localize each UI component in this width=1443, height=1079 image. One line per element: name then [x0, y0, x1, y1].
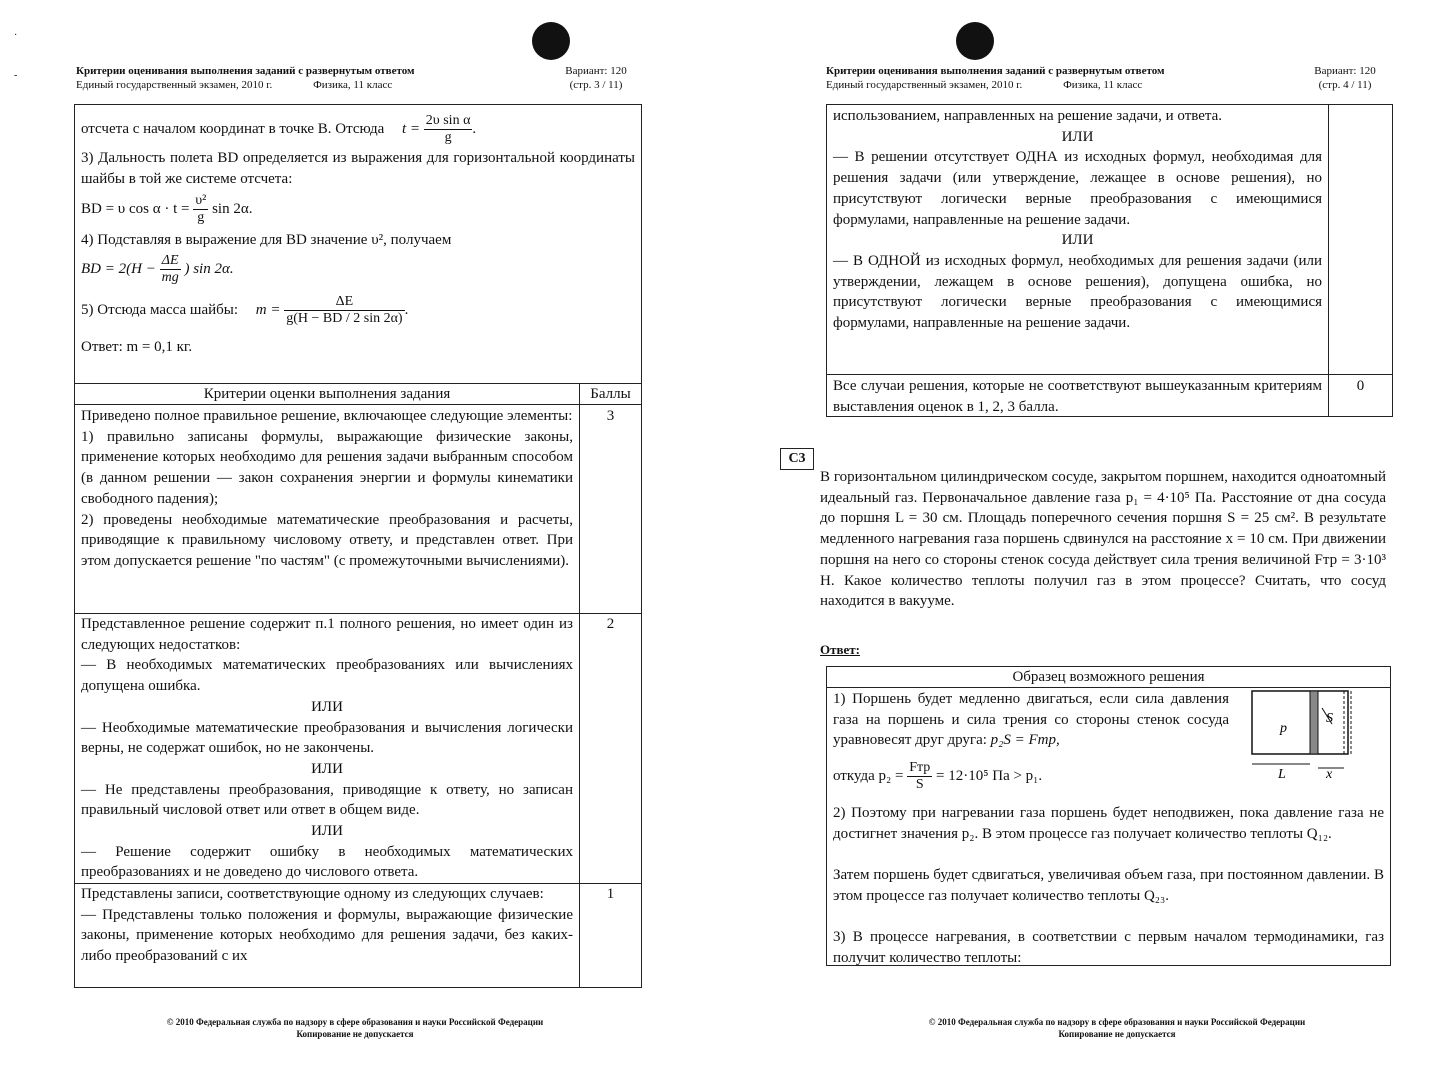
sample-step-1b: откуда p₂ = $\frac{\text{Fтр}}{S}$ = 12·10⁵ Па > p₁.	[833, 760, 1043, 792]
solution-line-3: 4) Подставляя в выражение для BD значение υ², получаем	[81, 232, 452, 249]
solution-line-4: 5) Отсюда масса шайбы: m = $\frac{\Delta E}{g(H - BD / 2 \sin 2\alpha)}$ .	[81, 294, 409, 327]
left-page	[0, 0, 720, 1079]
criteria-row: Представлены записи, соответствующие одному из следующих случаев: — Представлены только положения и формулы, выражающие физические законы, применение которых необходимо для решения задачи, без каких-либо преобразований с их	[81, 886, 573, 965]
sample-step-4: 3) В процессе нагревания, в соответствии с первым началом термодинамики, газ получит количество теплоты:	[833, 929, 1384, 966]
solution-line-1: отсчета с началом координат в точке B. Отсюда t = $\frac{\text{2υ sin α}}{g}$ .	[81, 113, 477, 145]
header-title: Критерии оценивания выполнения заданий с развернутым ответом	[76, 65, 415, 77]
page-footer: © 2010 Федеральная служба по надзору в сфере образования и науки Российской Федерации Копирование не допускается	[166, 1017, 544, 1039]
divider	[826, 374, 1393, 375]
right-page	[722, 0, 1443, 1079]
page-header	[826, 64, 1296, 92]
header-title: Критерии оценивания выполнения заданий с развернутым ответом	[826, 65, 1165, 77]
page-number: (стр. 4 / 11)	[1318, 79, 1372, 91]
punch-hole	[956, 22, 994, 60]
label-p: p	[1280, 721, 1287, 736]
label-S: S	[1326, 711, 1333, 726]
sample-step-1: 1) Поршень будет медленно двигаться, если сила давления газа на поршень и сила трения со стороны стенок сосуда уравновесят друг друга: p₂S = Fтр,	[833, 691, 1229, 749]
fraction: $\frac{\text{υ²}}{g}$	[195, 193, 207, 226]
score-cell: 1	[606, 886, 615, 902]
label-x: x	[1326, 767, 1333, 780]
scan-mark: -	[14, 70, 18, 81]
task-text: В горизонтальном цилиндрическом сосуде, закрытом поршнем, находится одноатомный идеальный газ. Первоначальное давление газа p₁ = 4·10⁵ Па. Расстояние от дна сосуда до поршня L = 30 см. Площадь поперечного сечения поршня S = 25 см². В результате медленного нагревания газа поршень сдвинулся на расстояние x = 10 см. При движении поршня на него со стороны стенок сосуда действует сила трения величиной Fтр = 3·10³ Н. Какое количество теплоты получил газ в этом процессе? Считать, что сосуд находится в вакууме.	[820, 469, 1386, 610]
score-cell: 3	[606, 408, 615, 424]
header-subject: Физика, 11 класс	[1063, 79, 1143, 91]
variant-label: Вариант: 120	[1314, 65, 1376, 77]
answer-label: Ответ:	[820, 642, 861, 657]
criteria-header: Критерии оценки выполнения задания	[203, 386, 451, 402]
criteria-row: Все случаи решения, которые не соответствуют вышеуказанным критериям выставления оценок в 1, 2, 3 балла.	[833, 378, 1322, 415]
solution-answer: Ответ: m = 0,1 кг.	[81, 339, 193, 356]
column-divider	[1328, 104, 1329, 417]
sample-header: Образец возможного решения	[1012, 669, 1205, 685]
variant-label: Вариант: 120	[565, 65, 627, 77]
header-exam: Единый государственный экзамен, 2010 г.	[826, 79, 1023, 91]
page-header	[76, 64, 546, 92]
solution-text	[75, 113, 641, 358]
label-L: L	[1278, 767, 1286, 780]
solution-formula-2: BD = υ cos α · t = $\frac{\text{υ²}}{g}$ sin 2α.	[81, 193, 253, 226]
piston	[1310, 691, 1318, 754]
fraction: $\frac{\Delta E}{g(H - BD / 2 \sin 2\alpha)}$	[286, 294, 403, 327]
cylinder-outline	[1252, 691, 1348, 754]
solution-line-2: 3) Дальность полета BD определяется из выражения для горизонтальной координаты шайбы в той же системе отсчета:	[81, 150, 635, 187]
page-variant	[1297, 64, 1393, 92]
score-header: Баллы	[590, 386, 631, 402]
page-number: (стр. 3 / 11)	[569, 79, 623, 91]
page-variant	[548, 64, 644, 92]
score-cell: 0	[1356, 378, 1365, 394]
punch-hole	[532, 22, 570, 60]
fraction: $\frac{\text{2υ sin α}}{g}$	[425, 113, 471, 145]
solution-formula-3: BD = 2(H − $\frac{\Delta E}{mg}$ ) sin 2α.	[81, 253, 234, 286]
criteria-row: использованием, направленных на решение задачи, и ответа. ИЛИ — В решении отсутствует ОДНА из исходных формул, необходимая для решения задачи (или утверждение, лежащее в основе решения), но присутствуют логически верные преобразования с имеющимися формулами, направленные на решение задачи. ИЛИ — В ОДНОЙ из исходных формул, необходимых для решения задачи (или утверждении, лежащем в основе решения), допущена ошибка, но присутствуют логически верные преобразования с имеющимися формулами, направленные на решение задачи.	[833, 108, 1322, 332]
header-subject: Физика, 11 класс	[313, 79, 393, 91]
sample-step-2: 2) Поэтому при нагревании газа поршень будет неподвижен, пока давление газа не достигнет значения p₂. В этом процессе газ получает количество теплоты Q₁₂.	[833, 805, 1384, 842]
fraction: $\frac{\Delta E}{mg}$	[161, 253, 179, 286]
task-label: C3	[780, 448, 814, 470]
fraction: $\frac{\text{Fтр}}{S}$	[909, 760, 931, 792]
criteria-row: Приведено полное правильное решение, включающее следующие элементы: 1) правильно записаны формулы, выражающие физические законы, применение которых необходимо для решения задачи выбранным способом (в данном решении — закон сохранения энергии и формулы кинематики свободного падения); 2) проведены необходимые математические преобразования и расчеты, приводящие к правильному числовому ответу, и представлен ответ. При этом допускается решение "по частям" (с промежуточными вычислениями).	[81, 408, 573, 569]
scan-mark: ·	[14, 30, 18, 41]
page-footer: © 2010 Федеральная служба по надзору в сфере образования и науки Российской Федерации Копирование не допускается	[928, 1017, 1306, 1039]
criteria-row: Представленное решение содержит п.1 полного решения, но имеет один из следующих недостатков: — В необходимых математических преобразованиях или вычислениях допущена ошибка. ИЛИ — Необходимые математические преобразования и вычисления логически верны, не содержат ошибок, но не закончены. ИЛИ — Не представлены преобразования, приводящие к ответу, но записан правильный числовой ответ или ответ в общем виде. ИЛИ — Решение содержит ошибку в необходимых математических преобразованиях и не доведено до числового ответа.	[81, 616, 573, 881]
sample-step-3: Затем поршень будет сдвигаться, увеличивая объем газа, при постоянном давлении. В этом процессе газ получает количество теплоты Q₂₃.	[833, 867, 1384, 904]
score-cell: 2	[606, 616, 615, 632]
header-exam: Единый государственный экзамен, 2010 г.	[76, 79, 273, 91]
